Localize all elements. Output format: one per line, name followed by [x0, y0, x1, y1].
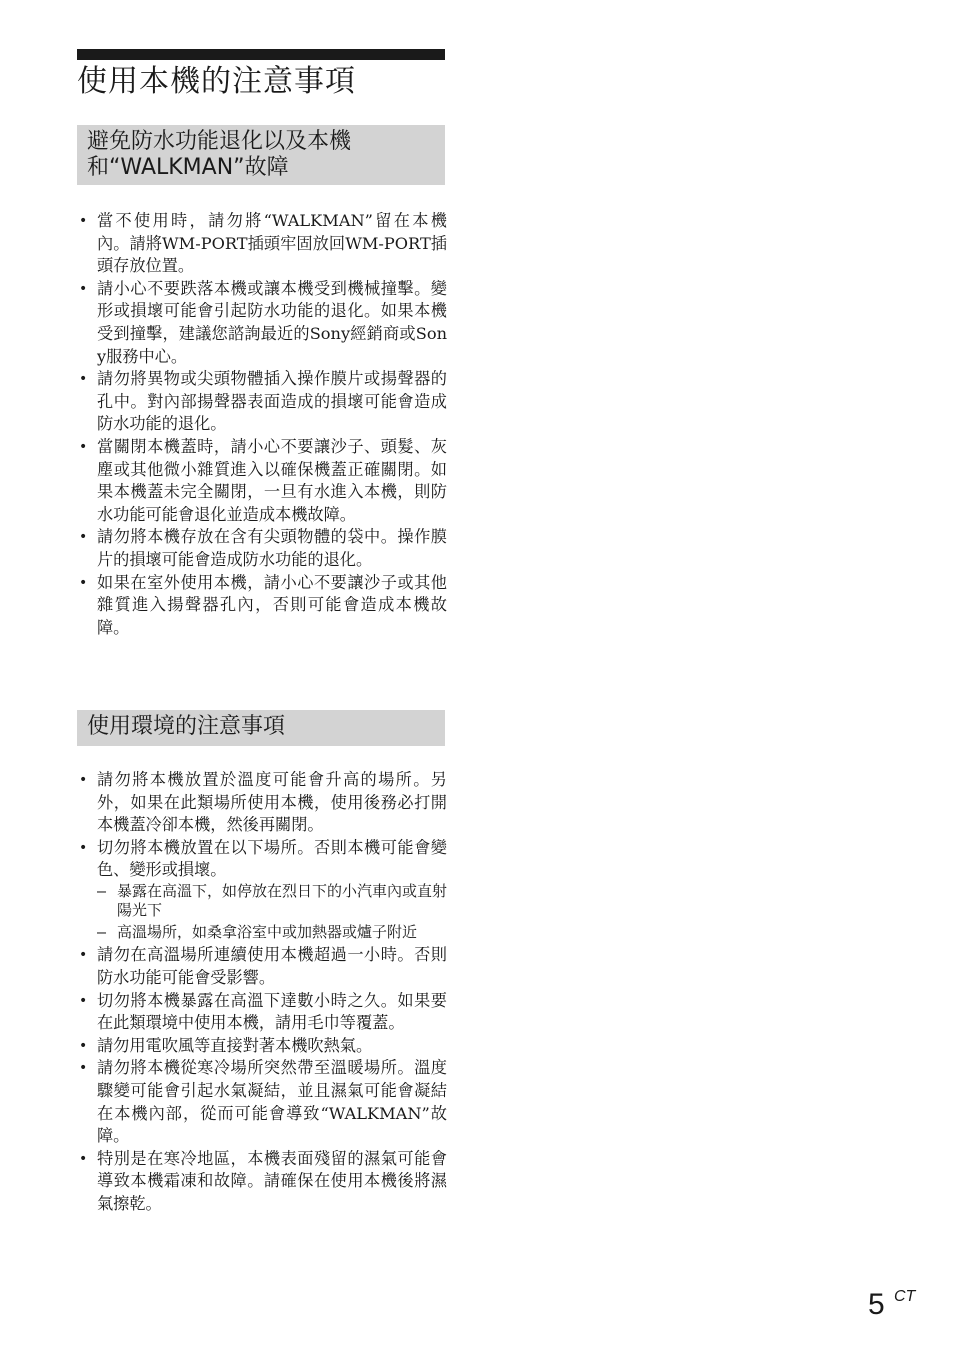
list-item — [77, 1057, 447, 1147]
list-item-text: 切勿將本機暴露在高溫下達數小時之久。如果要在此類環境中使用本機，請用毛巾等覆蓋。 — [97, 990, 447, 1033]
section-heading-line: 使用環境的注意事項 — [87, 714, 286, 739]
bullet-icon: • — [79, 992, 88, 1009]
list-item-text: 請勿將本機存放在含有尖頭物體的袋中。操作膜片的損壞可能會造成防水功能的退化。 — [97, 527, 447, 569]
bullet-icon: • — [79, 213, 88, 229]
list-item-text: 請勿將異物或尖頭物體插入操作膜片或揚聲器的孔中。對內部揚聲器表面造成的損壞可能會造成防水功能的退化。 — [97, 369, 447, 434]
bullet-icon: • — [79, 947, 88, 964]
sub-list-item-text: 暴露在高溫下，如停放在烈日下的小汽車內或直射陽光下 — [117, 881, 448, 920]
section-heading-waterproof — [77, 125, 445, 185]
list-item-text: 切勿將本機放置在以下場所。否則本機可能會變色、變形或損壞。 — [97, 837, 447, 880]
bullet-icon: • — [79, 438, 88, 455]
section-heading-environment — [77, 710, 445, 746]
list-item-text: 當不使用時，請勿將“WALKMAN”留在本機內。請將WM-PORT插頭牢固放回WM-PORT插頭存放位置。 — [97, 211, 447, 276]
list-item — [77, 436, 447, 526]
page-title: 使用本機的注意事項 — [77, 64, 356, 99]
bullet-icon: • — [79, 772, 88, 788]
bullet-icon: • — [79, 574, 88, 591]
list-item — [77, 1148, 447, 1216]
list-item-text: 請勿在高溫場所連續使用本機超過一小時。否則防水功能可能會受影響。 — [97, 945, 447, 988]
list-item — [77, 1035, 447, 1058]
list-item — [77, 990, 447, 1035]
list-item — [77, 210, 447, 278]
list-item-text: 請勿用電吹風等直接對著本機吹熱氣。 — [97, 1035, 373, 1055]
list-item — [77, 944, 447, 989]
list-item — [77, 368, 447, 436]
environment-precautions-list — [77, 769, 447, 1216]
bullet-icon: • — [79, 1037, 88, 1054]
list-item — [77, 526, 447, 571]
bullet-icon: • — [79, 280, 88, 297]
bullet-icon: • — [79, 1150, 88, 1167]
list-item-text: 請勿將本機放置於溫度可能會升高的場所。另外，如果在此類場所使用本機，使用後務必打開本機蓋冷卻本機，然後再關閉。 — [97, 770, 447, 835]
waterproof-precautions-list — [77, 210, 447, 639]
list-item — [77, 769, 447, 837]
bullet-icon: • — [79, 1060, 88, 1077]
bullet-icon: • — [79, 529, 88, 546]
section-heading-line: 避免防水功能退化以及本機 — [87, 129, 352, 154]
sub-list — [97, 882, 447, 943]
page-number: 5 — [868, 1288, 885, 1321]
dash-icon: – — [97, 881, 107, 900]
list-item — [77, 572, 447, 640]
bullet-icon: • — [79, 839, 88, 856]
list-item-text: 如果在室外使用本機，請小心不要讓沙子或其他雜質進入揚聲器孔內，否則可能會造成本機故障。 — [97, 572, 447, 637]
list-item-text: 請勿將本機從寒冷場所突然帶至溫暖場所。溫度驟變可能會引起水氣凝結，並且濕氣可能會凝結在本機內部，從而可能會導致“WALKMAN”故障。 — [97, 1058, 447, 1146]
list-item — [77, 837, 447, 943]
bullet-icon: • — [79, 371, 88, 388]
list-item-text: 請小心不要跌落本機或讓本機受到機械撞擊。變形或損壞可能會引起防水功能的退化。如果本機受到撞擊，建議您諮詢最近的Sony經銷商或Sony服務中心。 — [97, 278, 447, 366]
section-heading-line: 和“WALKMAN”故障 — [87, 155, 289, 180]
list-item-text: 當關閉本機蓋時，請小心不要讓沙子、頭髮、灰塵或其他微小雜質進入以確保機蓋正確關閉。如果本機蓋未完全關閉，一旦有水進入本機，則防水功能可能會退化並造成本機故障。 — [97, 436, 447, 524]
list-item-text: 特別是在寒冷地區，本機表面殘留的濕氣可能會導致本機霜凍和故障。請確保在使用本機後將濕氣擦乾。 — [97, 1148, 447, 1213]
sub-list-item — [97, 923, 447, 943]
dash-icon: – — [97, 922, 107, 941]
page-language-suffix: CT — [894, 1288, 916, 1305]
top-rule — [77, 49, 445, 60]
list-item — [77, 278, 447, 368]
sub-list-item-text: 高溫場所，如桑拿浴室中或加熱器或爐子附近 — [117, 922, 418, 941]
sub-list-item — [97, 882, 447, 921]
